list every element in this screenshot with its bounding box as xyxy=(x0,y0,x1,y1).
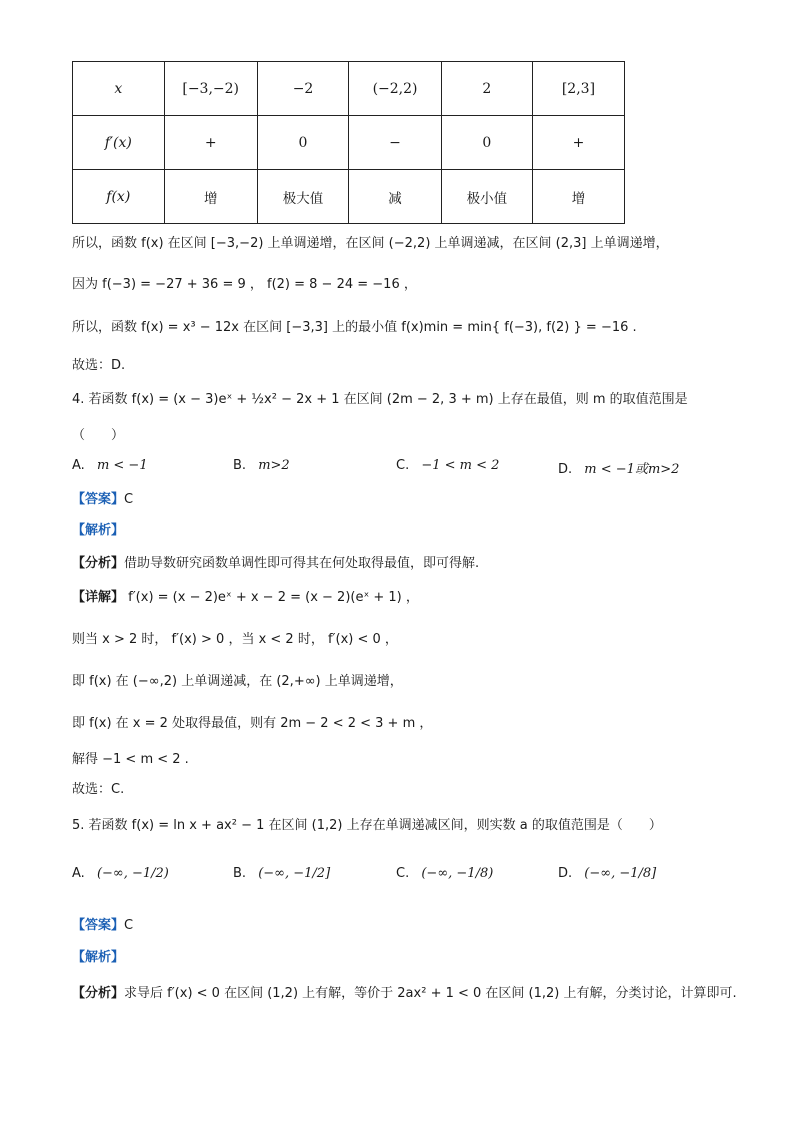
table-cell: 2 xyxy=(441,62,532,116)
option-text: (−∞, −1/8] xyxy=(584,866,657,881)
sign-table xyxy=(72,61,625,224)
table-row xyxy=(73,62,625,116)
analysis-tag: 【解析】 xyxy=(72,950,125,965)
option-text: m < −1或m>2 xyxy=(584,462,680,477)
q5-option-b xyxy=(233,866,330,881)
q5-answer xyxy=(72,914,133,933)
option-label: B. xyxy=(233,458,247,473)
option-text: (−∞, −1/2) xyxy=(96,866,169,881)
table-cell: −2 xyxy=(257,62,348,116)
q4-option-c xyxy=(396,458,499,473)
table-cell: 0 xyxy=(257,116,348,170)
table-cell: 0 xyxy=(441,116,532,170)
table-cell: [2,3] xyxy=(532,62,624,116)
table-cell: f(x) xyxy=(73,170,165,224)
option-text: m>2 xyxy=(258,458,290,473)
option-label: C. xyxy=(396,458,410,473)
table-cell: − xyxy=(349,116,442,170)
q5-option-d xyxy=(558,866,656,881)
solution-line: 即 f(x) 在 x = 2 处取得最值，则有 2m − 2 < 2 < 3 + m ， xyxy=(72,716,433,731)
q4-option-b xyxy=(233,458,290,473)
option-label: C. xyxy=(396,866,410,881)
option-label: D. xyxy=(558,866,573,881)
solution-line: 因为 f(−3) = −27 + 36 = 9 ， f(2) = 8 − 24 = −16 ， xyxy=(72,277,417,292)
solution-line: 所以，函数 f(x) 在区间 [−3,−2) 上单调递增，在区间 (−2,2) 上单调递减，在区间 (2,3] 上单调递增， xyxy=(72,236,669,251)
q5-option-a xyxy=(72,866,169,881)
table-cell: x xyxy=(73,62,165,116)
option-label: B. xyxy=(233,866,247,881)
solution-line: 故选：C. xyxy=(72,782,125,797)
solution-line: 即 f(x) 在 (−∞,2) 上单调递减，在 (2,+∞) 上单调递增， xyxy=(72,674,403,689)
q4-option-a xyxy=(72,458,148,473)
question-4-stem: 4. 若函数 f(x) = (x − 3)eˣ + ½x² − 2x + 1 在区间 (2m − 2, 3 + m) 上存在最值，则 m 的取值范围是 xyxy=(72,392,688,407)
option-label: D. xyxy=(558,462,573,477)
answer-value: C xyxy=(124,492,134,507)
fenxi-tag: 【分析】 xyxy=(72,986,125,1001)
option-text: (−∞, −1/2] xyxy=(258,866,331,881)
table-cell: 增 xyxy=(532,170,624,224)
solution-line: 所以，函数 f(x) = x³ − 12x 在区间 [−3,3] 上的最小值 f(x)min = min{ f(−3), f(2) } = −16 . xyxy=(72,320,637,335)
q5-analysis-tag xyxy=(72,946,124,965)
solution-line: 则当 x > 2 时， f′(x) > 0 ，当 x < 2 时， f′(x) < 0 ， xyxy=(72,632,398,647)
option-text: (−∞, −1/8) xyxy=(421,866,494,881)
q4-option-d xyxy=(558,458,679,477)
solution-line: 故选：D. xyxy=(72,358,126,373)
fenxi-tag: 【分析】 xyxy=(72,556,125,571)
analysis-tag: 【解析】 xyxy=(72,523,125,538)
xiangjie-tag: 【详解】 xyxy=(72,590,125,605)
table-cell: + xyxy=(532,116,624,170)
xiangjie-text: f′(x) = (x − 2)eˣ + x − 2 = (x − 2)(eˣ + 1) ， xyxy=(124,590,419,605)
table-cell: 减 xyxy=(349,170,442,224)
option-text: m < −1 xyxy=(96,458,148,473)
table-row xyxy=(73,170,625,224)
answer-value: C xyxy=(124,918,134,933)
q4-analysis-tag xyxy=(72,519,124,538)
q5-fenxi xyxy=(72,982,737,1001)
option-label: A. xyxy=(72,866,85,881)
question-5-stem: 5. 若函数 f(x) = ln x + ax² − 1 在区间 (1,2) 上存在单调递减区间，则实数 a 的取值范围是（ ） xyxy=(72,818,662,833)
table-cell: 极小值 xyxy=(441,170,532,224)
fenxi-text: 求导后 f′(x) < 0 在区间 (1,2) 上有解，等价于 2ax² + 1 < 0 在区间 (1,2) 上有解，分类讨论，计算即可. xyxy=(124,986,737,1001)
q4-answer xyxy=(72,488,133,507)
solution-line: 解得 −1 < m < 2 . xyxy=(72,752,189,767)
table-cell: f′(x) xyxy=(73,116,165,170)
table-cell: 极大值 xyxy=(257,170,348,224)
q4-xiangjie xyxy=(72,586,419,605)
q4-fenxi xyxy=(72,552,479,571)
answer-tag: 【答案】 xyxy=(72,492,125,507)
option-label: A. xyxy=(72,458,85,473)
q5-option-c xyxy=(396,866,493,881)
table-cell: (−2,2) xyxy=(349,62,442,116)
question-4-paren: （ ） xyxy=(72,428,125,443)
table-row xyxy=(73,116,625,170)
table-cell: + xyxy=(164,116,257,170)
fenxi-text: 借助导数研究函数单调性即可得其在何处取得最值，即可得解. xyxy=(124,556,480,571)
table-cell: 增 xyxy=(164,170,257,224)
table-cell: [−3,−2) xyxy=(164,62,257,116)
answer-tag: 【答案】 xyxy=(72,918,125,933)
option-text: −1 < m < 2 xyxy=(421,458,500,473)
